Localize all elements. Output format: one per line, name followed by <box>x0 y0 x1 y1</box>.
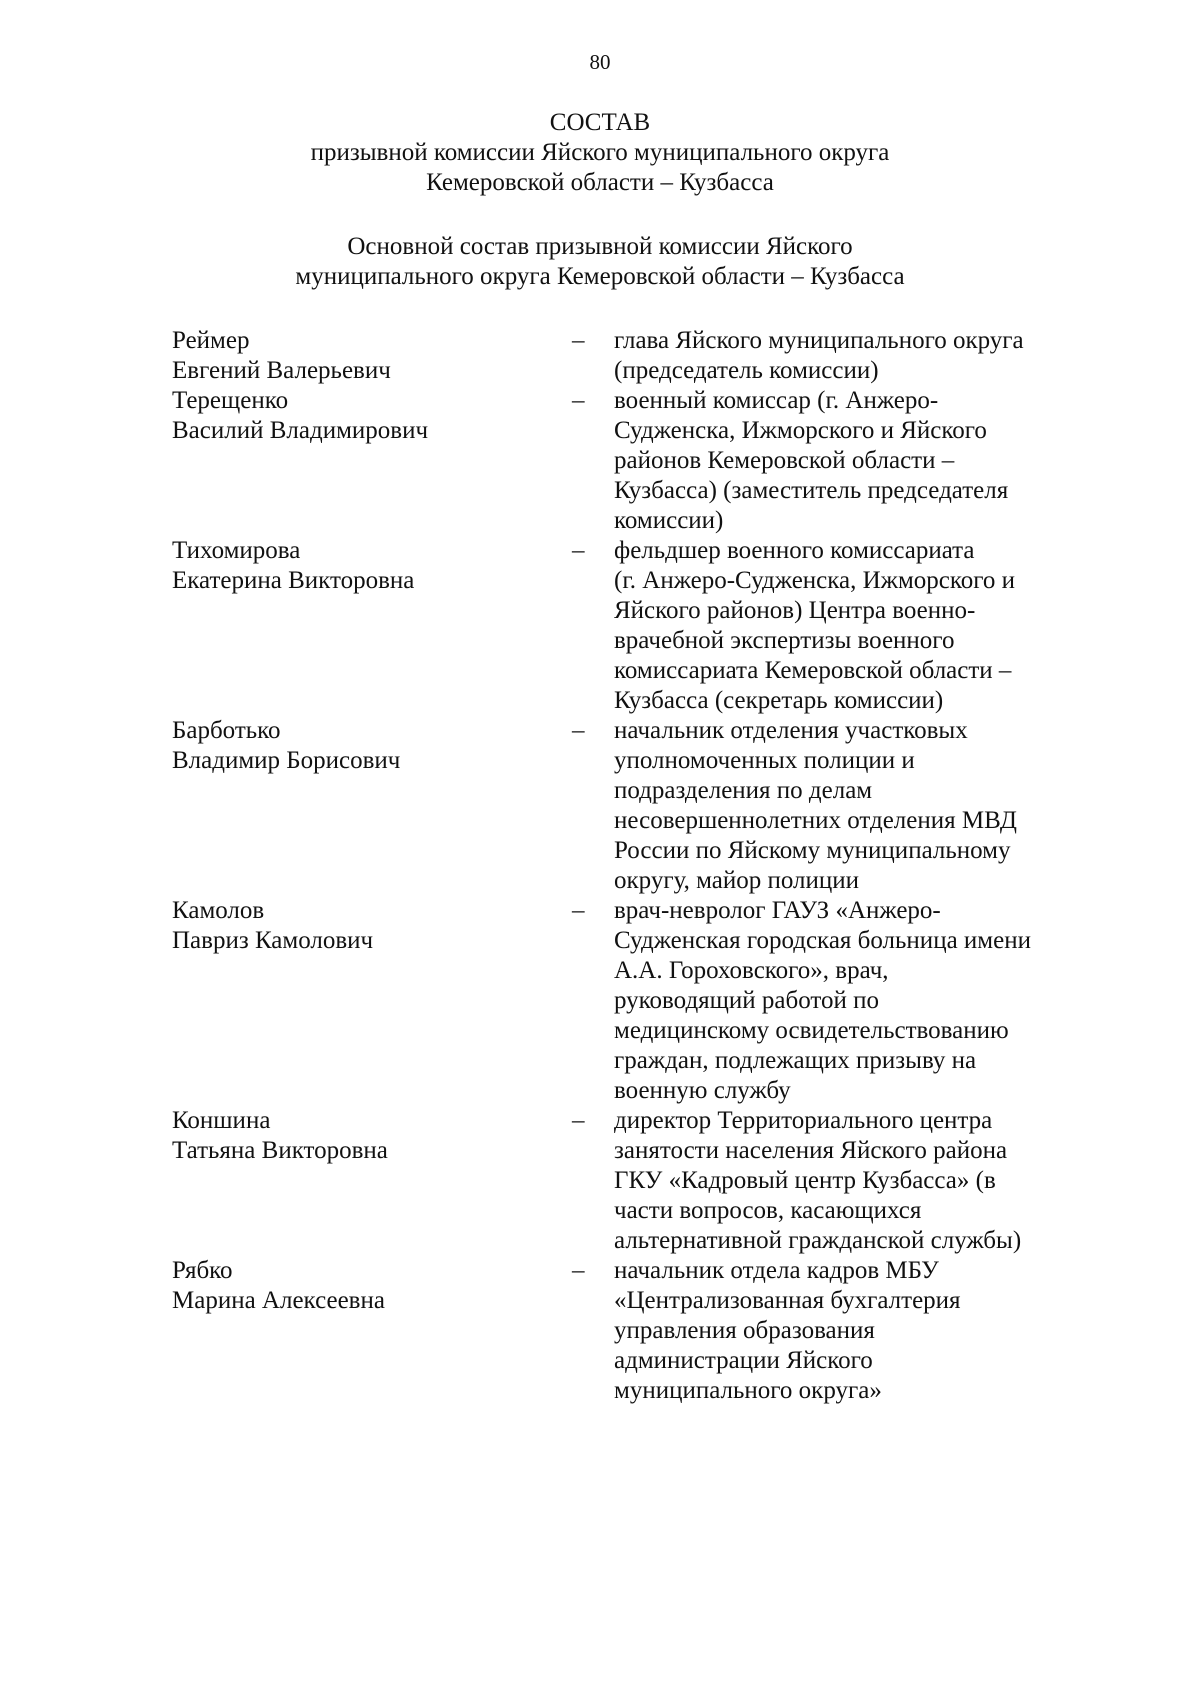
member-given-names: Павриз Камолович <box>172 927 374 954</box>
member-role-line: «Централизованная бухгалтерия <box>614 1287 961 1314</box>
member-role-line: комиссариата Кемеровской области – <box>614 657 1012 684</box>
member-role-line: А.А. Гороховского», врач, <box>614 957 889 984</box>
member-entry <box>0 1106 1200 1256</box>
document-title <box>0 108 1200 198</box>
member-role-line: военную службу <box>614 1077 791 1104</box>
member-given-names: Марина Алексеевна <box>172 1287 385 1314</box>
member-role-line: районов Кемеровской области – <box>614 447 955 474</box>
member-entry <box>0 386 1200 536</box>
member-role-line: глава Яйского муниципального округа <box>614 327 1024 354</box>
member-role-line: занятости населения Яйского района <box>614 1137 1008 1164</box>
member-surname: Коншина <box>172 1107 271 1134</box>
member-role-line: муниципального округа» <box>614 1377 882 1404</box>
member-role-line: уполномоченных полиции и <box>614 747 915 774</box>
member-name <box>172 326 572 386</box>
member-role-line: начальник отдела кадров МБУ <box>614 1257 939 1284</box>
member-name <box>172 536 572 596</box>
member-role-line: Судженска, Ижморского и Яйского <box>614 417 987 444</box>
member-surname: Тихомирова <box>172 537 301 564</box>
member-role-line: начальник отделения участковых <box>614 717 968 744</box>
member-given-names: Татьяна Викторовна <box>172 1137 388 1164</box>
member-entry <box>0 1256 1200 1406</box>
member-role-line: военный комиссар (г. Анжеро- <box>614 387 939 414</box>
section-subtitle <box>0 232 1200 292</box>
member-name <box>172 716 572 776</box>
member-role-line: альтернативной гражданской службы) <box>614 1227 1022 1254</box>
member-surname: Камолов <box>172 897 265 924</box>
member-role-line: Судженская городская больница имени <box>614 927 1031 954</box>
member-role <box>614 716 1084 896</box>
member-role-line: Кузбасса) (заместитель председателя <box>614 477 1009 504</box>
member-role-line: директор Территориального центра <box>614 1107 993 1134</box>
member-role-line: медицинскому освидетельствованию <box>614 1017 1009 1044</box>
member-role <box>614 1106 1084 1256</box>
member-dash: – <box>572 897 585 924</box>
member-role <box>614 536 1084 716</box>
member-role-line: (г. Анжеро-Судженска, Ижморского и <box>614 567 1016 594</box>
member-surname: Рябко <box>172 1257 233 1284</box>
title-line-2: призывной комиссии Яйского муниципального округа <box>310 139 890 166</box>
member-given-names: Василий Владимирович <box>172 417 429 444</box>
member-entry <box>0 896 1200 1106</box>
member-role-line: подразделения по делам <box>614 777 873 804</box>
member-entry <box>0 716 1200 896</box>
member-name <box>172 1256 572 1316</box>
member-role <box>614 1256 1084 1406</box>
member-dash: – <box>572 327 585 354</box>
member-role-line: администрации Яйского <box>614 1347 873 1374</box>
member-role-line: комиссии) <box>614 507 724 534</box>
member-role-line: Яйского районов) Центра военно- <box>614 597 976 624</box>
member-name <box>172 896 572 956</box>
member-dash: – <box>572 1107 585 1134</box>
member-role-line: округу, майор полиции <box>614 867 859 894</box>
member-given-names: Владимир Борисович <box>172 747 401 774</box>
member-role-line: ГКУ «Кадровый центр Кузбасса» (в <box>614 1167 996 1194</box>
member-role <box>614 326 1084 386</box>
member-role-line: (председатель комиссии) <box>614 357 879 384</box>
member-role-line: управления образования <box>614 1317 875 1344</box>
member-surname: Терещенко <box>172 387 289 414</box>
subtitle-line-1: Основной состав призывной комиссии Яйского <box>347 233 853 260</box>
member-name <box>172 386 572 446</box>
subtitle-line-2: муниципального округа Кемеровской области – Кузбасса <box>295 263 905 290</box>
title-heading: СОСТАВ <box>549 109 651 136</box>
member-role-line: врач-невролог ГАУЗ «Анжеро- <box>614 897 941 924</box>
member-entry <box>0 326 1200 386</box>
member-surname: Барботько <box>172 717 281 744</box>
members-list <box>0 326 1200 1406</box>
member-role-line: граждан, подлежащих призыву на <box>614 1047 977 1074</box>
member-role-line: фельдшер военного комиссариата <box>614 537 975 564</box>
member-role-line: руководящий работой по <box>614 987 880 1014</box>
member-dash: – <box>572 717 585 744</box>
member-given-names: Екатерина Викторовна <box>172 567 415 594</box>
member-role-line: части вопросов, касающихся <box>614 1197 922 1224</box>
member-role-line: врачебной экспертизы военного <box>614 627 955 654</box>
member-role-line: России по Яйскому муниципальному <box>614 837 1011 864</box>
member-surname: Реймер <box>172 327 250 354</box>
page-number: 80 <box>589 50 611 74</box>
member-role-line: несовершеннолетних отделения МВД <box>614 807 1017 834</box>
member-dash: – <box>572 537 585 564</box>
member-role <box>614 896 1084 1106</box>
member-role <box>614 386 1084 536</box>
member-dash: – <box>572 387 585 414</box>
member-role-line: Кузбасса (секретарь комиссии) <box>614 687 944 714</box>
title-line-3: Кемеровской области – Кузбасса <box>426 169 774 196</box>
member-given-names: Евгений Валерьевич <box>172 357 391 384</box>
member-entry <box>0 536 1200 716</box>
member-name <box>172 1106 572 1166</box>
member-dash: – <box>572 1257 585 1284</box>
